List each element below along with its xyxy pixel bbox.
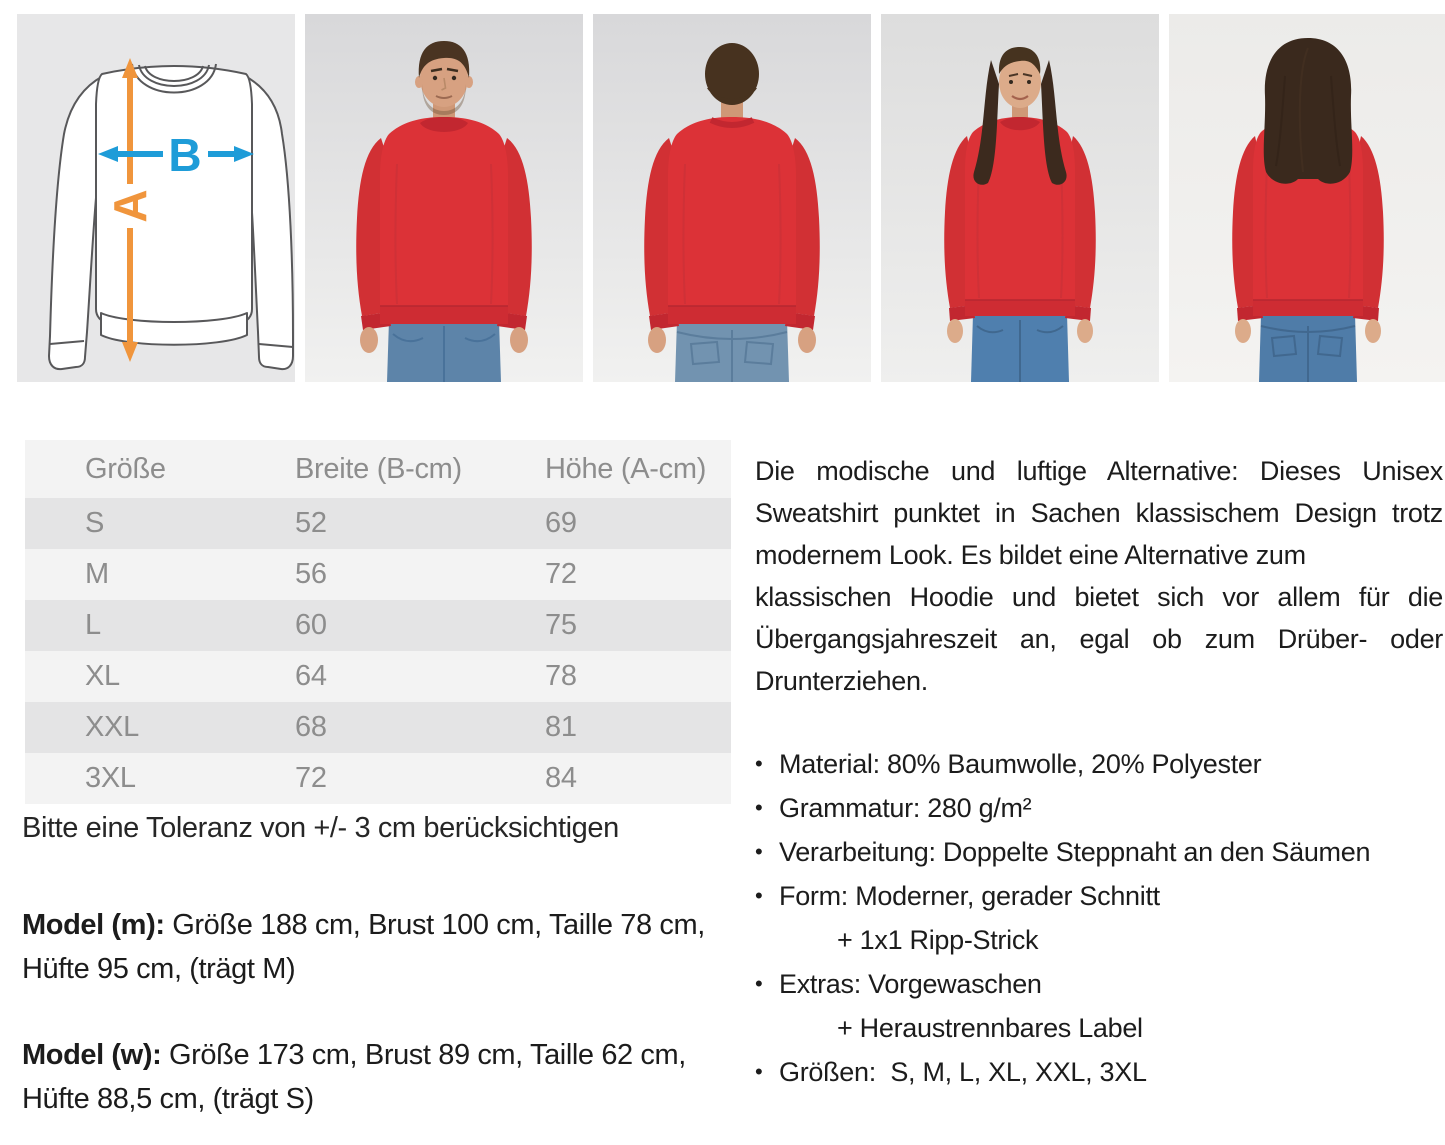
model-female-measurements: Größe 173 cm, Brust 89 cm, Taille 62 cm, Hüfte 88,5 cm, (trägt S): [22, 1039, 686, 1115]
table-row: [25, 498, 731, 549]
description-line: modernem Look. Es bildet eine Alternative zum: [755, 540, 1306, 570]
table-cell: M: [85, 558, 109, 590]
table-header-cell: Höhe (A-cm): [545, 452, 707, 485]
table-cell: S: [85, 507, 105, 539]
bullet-icon: •: [755, 971, 763, 996]
table-cell: 81: [545, 711, 577, 743]
model-female-label: Model (w):: [22, 1039, 162, 1071]
table-header-cell: Breite (B-cm): [295, 452, 462, 485]
model-male-measurements: Größe 188 cm, Brust 100 cm, Taille 78 cm, Hüfte 95 cm, (trägt M): [22, 909, 705, 985]
table-cell: 78: [545, 660, 577, 692]
size-table-header-row: [25, 440, 731, 498]
model-male-label: Model (m):: [22, 909, 165, 941]
size-diagram: [17, 14, 295, 382]
table-cell: 72: [545, 558, 577, 590]
female-front-illustration: [881, 14, 1159, 382]
label-a: A: [104, 189, 156, 223]
table-cell: 84: [545, 762, 577, 794]
description-line: Die modische und luftige Alternative: Dieses Unisex: [755, 456, 1443, 486]
list-item-form-sub: + 1x1 Ripp-Strick: [837, 925, 1039, 955]
photo-male-front: [305, 14, 583, 382]
table-cell: 56: [295, 558, 327, 590]
description-line: Übergangsjahreszeit an, egal ob zum Drüber- oder: [755, 624, 1443, 654]
photo-male-back: [593, 14, 871, 382]
details-list: [755, 742, 1443, 1094]
table-header-cell: Größe: [85, 452, 166, 485]
image-gallery: [17, 14, 1445, 382]
list-item-groessen: • Größen: S, M, L, XL, XXL, 3XL: [755, 1050, 1443, 1094]
male-back-illustration: [593, 14, 871, 382]
size-diagram-sketch: [17, 14, 295, 382]
table-cell: 68: [295, 711, 327, 743]
table-row: [25, 549, 731, 600]
model-female-info: [22, 1033, 728, 1121]
bullet-icon: •: [755, 839, 763, 864]
male-front-illustration: [305, 14, 583, 382]
size-table: [25, 440, 731, 804]
description-paragraph: [755, 450, 1443, 702]
bullet-icon: •: [755, 795, 763, 820]
table-row: [25, 600, 731, 651]
bullet-icon: •: [755, 1059, 763, 1084]
table-cell: 60: [295, 609, 327, 641]
table-row: [25, 753, 731, 804]
table-cell: L: [85, 609, 101, 641]
model-male-info: [22, 903, 728, 991]
tolerance-note: Bitte eine Toleranz von +/- 3 cm berücksichtigen: [22, 812, 619, 844]
description-line: Drunterziehen.: [755, 666, 928, 696]
bullet-icon: •: [755, 883, 763, 908]
list-item-form: • Form: Moderner, gerader Schnitt + 1x1 Ripp-Strick: [755, 874, 1443, 962]
table-cell: XXL: [85, 711, 139, 743]
list-item-material: • Material: 80% Baumwolle, 20% Polyester: [755, 742, 1443, 786]
list-item-extras: • Extras: Vorgewaschen + Heraustrennbares Label: [755, 962, 1443, 1050]
photo-female-front: [881, 14, 1159, 382]
female-back-illustration: [1169, 14, 1445, 382]
table-row: [25, 651, 731, 702]
list-item-extras-sub: + Heraustrennbares Label: [837, 1013, 1143, 1043]
table-cell: XL: [85, 660, 120, 692]
photo-female-back: [1169, 14, 1445, 382]
table-cell: 72: [295, 762, 327, 794]
description-line: Sweatshirt punktet in Sachen klassischem Design trotz: [755, 498, 1443, 528]
table-cell: 52: [295, 507, 327, 539]
table-cell: 75: [545, 609, 577, 641]
list-item-grammatur: • Grammatur: 280 g/m²: [755, 786, 1443, 830]
right-column: [755, 450, 1443, 1094]
table-cell: 64: [295, 660, 327, 692]
label-b: B: [168, 129, 202, 181]
bullet-icon: •: [755, 751, 763, 776]
table-cell: 69: [545, 507, 577, 539]
table-cell: 3XL: [85, 762, 136, 794]
description-line: klassischen Hoodie und bietet sich vor allem für die: [755, 582, 1443, 612]
table-row: [25, 702, 731, 753]
list-item-verarbeitung: • Verarbeitung: Doppelte Steppnaht an den Säumen: [755, 830, 1443, 874]
